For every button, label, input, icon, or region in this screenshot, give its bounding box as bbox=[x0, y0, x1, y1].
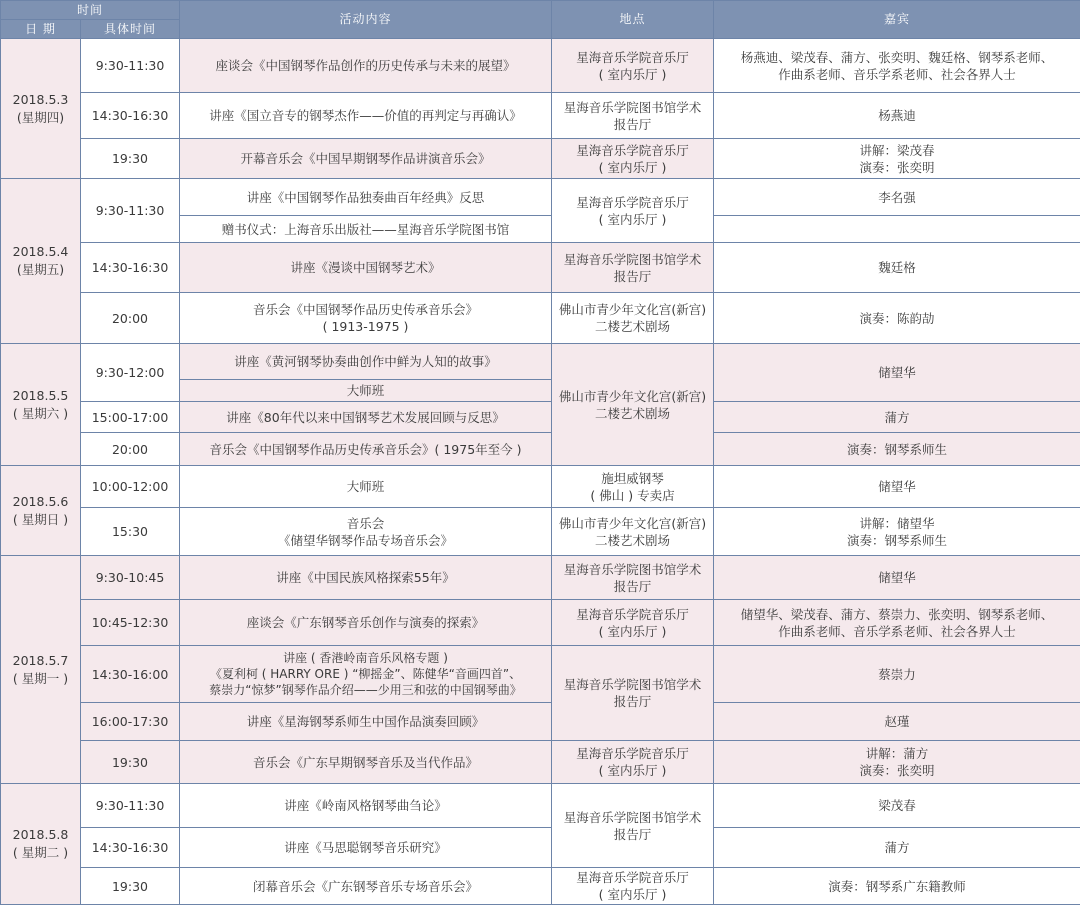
guests-cell: 赵瑾 bbox=[714, 703, 1080, 741]
content-cell: 讲座 ( 香港岭南音乐风格专题 ) 《夏利柯 ( HARRY ORE ) “柳摇金”、陈健华“音画四首”、 蔡崇力“惊梦”钢琴作品介绍——少用三和弦的中国钢琴曲》 bbox=[180, 646, 552, 703]
date-cell: 2018.5.5 ( 星期六 ) bbox=[1, 344, 81, 466]
content-cell: 讲座《国立音专的钢琴杰作——价值的再判定与再确认》 bbox=[180, 93, 552, 139]
table-row bbox=[1, 741, 1080, 784]
location-cell: 星海音乐学院图书馆学术 报告厅 bbox=[552, 556, 714, 600]
content-cell: 讲座《黄河钢琴协奏曲创作中鲜为人知的故事》 bbox=[180, 344, 552, 380]
content-cell: 讲座《漫谈中国钢琴艺术》 bbox=[180, 243, 552, 293]
guests-cell: 储望华、梁茂春、蒲方、蔡崇力、张奕明、钢琴系老师、 作曲系老师、音乐学系老师、社会各界人士 bbox=[714, 600, 1080, 646]
table-row bbox=[1, 293, 1080, 344]
table-row bbox=[1, 402, 1080, 433]
table-row bbox=[1, 828, 1080, 868]
location-cell: 星海音乐学院图书馆学术 报告厅 bbox=[552, 784, 714, 868]
guests-cell: 储望华 bbox=[714, 466, 1080, 508]
date-cell: 2018.5.3 (星期四) bbox=[1, 39, 81, 179]
guests-cell: 讲解：梁茂春 演奏：张奕明 bbox=[714, 139, 1080, 179]
date-cell: 2018.5.8 ( 星期二 ) bbox=[1, 784, 81, 905]
table-row bbox=[1, 508, 1080, 556]
content-cell: 大师班 bbox=[180, 466, 552, 508]
location-cell: 星海音乐学院图书馆学术 报告厅 bbox=[552, 646, 714, 741]
guests-cell: 李名强 bbox=[714, 179, 1080, 216]
guests-cell: 演奏：钢琴系师生 bbox=[714, 433, 1080, 466]
time-cell: 14:30-16:30 bbox=[81, 828, 180, 868]
table-row bbox=[1, 600, 1080, 646]
time-cell: 19:30 bbox=[81, 741, 180, 784]
content-cell: 音乐会《广东早期钢琴音乐及当代作品》 bbox=[180, 741, 552, 784]
header-content: 活动内容 bbox=[180, 1, 552, 39]
location-cell: 星海音乐学院音乐厅 ( 室内乐厅 ) bbox=[552, 139, 714, 179]
time-cell: 19:30 bbox=[81, 139, 180, 179]
time-cell: 20:00 bbox=[81, 433, 180, 466]
guests-cell: 魏廷格 bbox=[714, 243, 1080, 293]
content-cell: 讲座《马思聪钢琴音乐研究》 bbox=[180, 828, 552, 868]
table-row bbox=[1, 556, 1080, 600]
content-cell: 开幕音乐会《中国早期钢琴作品讲演音乐会》 bbox=[180, 139, 552, 179]
table-row bbox=[1, 646, 1080, 703]
time-cell: 9:30-12:00 bbox=[81, 344, 180, 402]
location-cell: 星海音乐学院音乐厅 ( 室内乐厅 ) bbox=[552, 600, 714, 646]
table-row bbox=[1, 243, 1080, 293]
table-row bbox=[1, 179, 1080, 216]
content-cell: 座谈会《广东钢琴音乐创作与演奏的探索》 bbox=[180, 600, 552, 646]
location-cell: 星海音乐学院图书馆学术 报告厅 bbox=[552, 93, 714, 139]
location-cell: 施坦威钢琴 ( 佛山 ) 专卖店 bbox=[552, 466, 714, 508]
location-cell: 星海音乐学院音乐厅 ( 室内乐厅 ) bbox=[552, 39, 714, 93]
content-cell: 讲座《中国钢琴作品独奏曲百年经典》反思 bbox=[180, 179, 552, 216]
header-location: 地点 bbox=[552, 1, 714, 39]
table-row bbox=[1, 39, 1080, 93]
guests-cell: 杨燕迪 bbox=[714, 93, 1080, 139]
location-cell: 佛山市青少年文化宫(新宫) 二楼艺术剧场 bbox=[552, 344, 714, 466]
guests-cell: 演奏：钢琴系广东籍教师 bbox=[714, 868, 1080, 905]
guests-cell: 蒲方 bbox=[714, 828, 1080, 868]
table-row bbox=[1, 139, 1080, 179]
location-cell: 佛山市青少年文化宫(新宫) 二楼艺术剧场 bbox=[552, 508, 714, 556]
table-row bbox=[1, 344, 1080, 380]
guests-cell: 梁茂春 bbox=[714, 784, 1080, 828]
table-row bbox=[1, 784, 1080, 828]
guests-cell bbox=[714, 216, 1080, 243]
header-time: 时间 bbox=[1, 1, 180, 20]
time-cell: 14:30-16:30 bbox=[81, 93, 180, 139]
time-cell: 10:00-12:00 bbox=[81, 466, 180, 508]
guests-cell: 讲解：储望华 演奏：钢琴系师生 bbox=[714, 508, 1080, 556]
content-cell: 讲座《星海钢琴系师生中国作品演奏回顾》 bbox=[180, 703, 552, 741]
content-cell: 讲座《中国民族风格探索55年》 bbox=[180, 556, 552, 600]
date-cell: 2018.5.4 (星期五) bbox=[1, 179, 81, 344]
guests-cell: 蔡崇力 bbox=[714, 646, 1080, 703]
time-cell: 19:30 bbox=[81, 868, 180, 905]
time-cell: 9:30-11:30 bbox=[81, 39, 180, 93]
guests-cell: 讲解：蒲方 演奏：张奕明 bbox=[714, 741, 1080, 784]
content-cell: 赠书仪式：上海音乐出版社——星海音乐学院图书馆 bbox=[180, 216, 552, 243]
time-cell: 9:30-10:45 bbox=[81, 556, 180, 600]
content-cell: 大师班 bbox=[180, 380, 552, 402]
guests-cell: 蒲方 bbox=[714, 402, 1080, 433]
location-cell: 星海音乐学院图书馆学术 报告厅 bbox=[552, 243, 714, 293]
content-cell: 音乐会《中国钢琴作品历史传承音乐会》( 1975年至今 ) bbox=[180, 433, 552, 466]
date-cell: 2018.5.7 ( 星期一 ) bbox=[1, 556, 81, 784]
location-cell: 星海音乐学院音乐厅 ( 室内乐厅 ) bbox=[552, 741, 714, 784]
time-cell: 15:00-17:00 bbox=[81, 402, 180, 433]
date-cell: 2018.5.6 ( 星期日 ) bbox=[1, 466, 81, 556]
guests-cell: 演奏：陈韵劼 bbox=[714, 293, 1080, 344]
time-cell: 20:00 bbox=[81, 293, 180, 344]
time-cell: 10:45-12:30 bbox=[81, 600, 180, 646]
table-row bbox=[1, 703, 1080, 741]
content-cell: 讲座《80年代以来中国钢琴艺术发展回顾与反思》 bbox=[180, 402, 552, 433]
time-cell: 9:30-11:30 bbox=[81, 784, 180, 828]
guests-cell: 储望华 bbox=[714, 556, 1080, 600]
table-row bbox=[1, 466, 1080, 508]
header-date: 日 期 bbox=[1, 20, 81, 39]
content-cell: 讲座《岭南风格钢琴曲刍论》 bbox=[180, 784, 552, 828]
content-cell: 音乐会 《储望华钢琴作品专场音乐会》 bbox=[180, 508, 552, 556]
table-row bbox=[1, 433, 1080, 466]
header-guests: 嘉宾 bbox=[714, 1, 1080, 39]
table-row bbox=[1, 93, 1080, 139]
time-cell: 14:30-16:30 bbox=[81, 243, 180, 293]
time-cell: 16:00-17:30 bbox=[81, 703, 180, 741]
time-cell: 15:30 bbox=[81, 508, 180, 556]
time-cell: 14:30-16:00 bbox=[81, 646, 180, 703]
location-cell: 星海音乐学院音乐厅 ( 室内乐厅 ) bbox=[552, 179, 714, 243]
location-cell: 佛山市青少年文化宫(新宫) 二楼艺术剧场 bbox=[552, 293, 714, 344]
time-cell: 9:30-11:30 bbox=[81, 179, 180, 243]
location-cell: 星海音乐学院音乐厅 ( 室内乐厅 ) bbox=[552, 868, 714, 905]
content-cell: 音乐会《中国钢琴作品历史传承音乐会》 ( 1913-1975 ) bbox=[180, 293, 552, 344]
guests-cell: 储望华 bbox=[714, 344, 1080, 402]
content-cell: 闭幕音乐会《广东钢琴音乐专场音乐会》 bbox=[180, 868, 552, 905]
header-specific-time: 具体时间 bbox=[81, 20, 180, 39]
guests-cell: 杨燕迪、梁茂春、蒲方、张奕明、魏廷格、钢琴系老师、 作曲系老师、音乐学系老师、社会各界人士 bbox=[714, 39, 1080, 93]
content-cell: 座谈会《中国钢琴作品创作的历史传承与未来的展望》 bbox=[180, 39, 552, 93]
table-row bbox=[1, 868, 1080, 905]
